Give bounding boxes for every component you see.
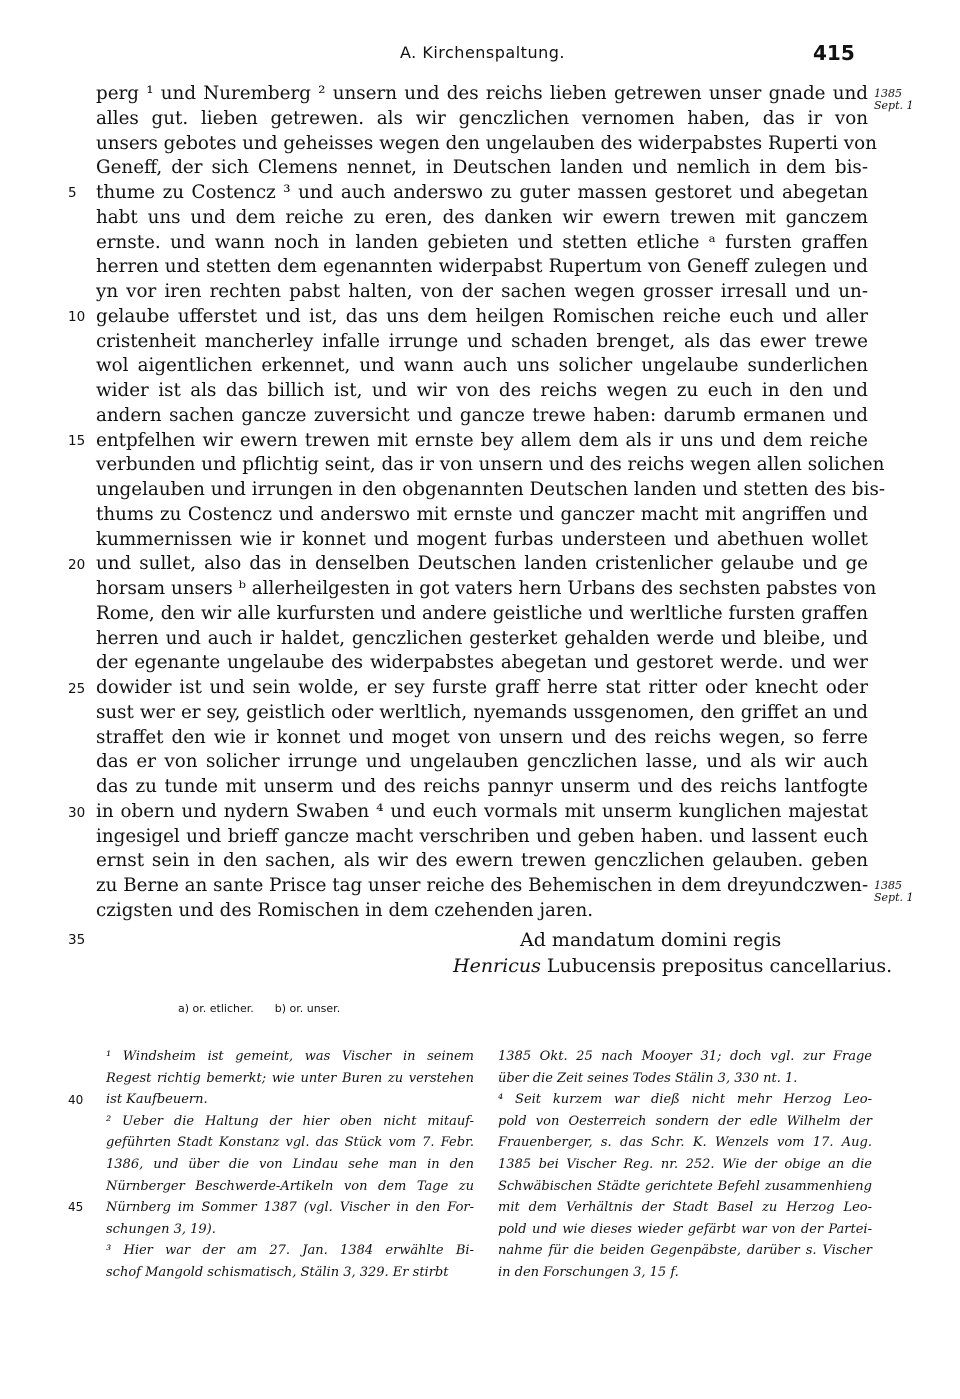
text-line: habt uns und dem reiche zu eren, des danken wir ewern trewen mit ganczem — [96, 206, 868, 228]
footnote-line: ² Ueber die Haltung der hier oben nicht mitauf- — [106, 1113, 474, 1129]
footnote-line: geführten Stadt Konstanz vgl. das Stück vom 7. Febr. — [106, 1135, 474, 1151]
text-line: alles gut. lieben getrewen. als wir genczlichen vernomen haben, das ir von — [96, 107, 868, 129]
line-number: 20 — [68, 557, 86, 573]
text-line: das er von solicher irrunge und ungelauben genczlichen lasse, und als wir auch — [96, 751, 868, 773]
text-line: dowider ist und sein wolde, er sey furste graff herre stat ritter oder knecht oder — [96, 677, 868, 698]
text-line: in obern und nydern Swaben ⁴ und euch vormals mit unserm kunglichen majestat — [96, 800, 868, 822]
signature-name: Henricus — [453, 955, 541, 977]
footnote-line: mit dem Verhältnis der Stadt Basel zu Herzog Leo- — [498, 1200, 872, 1216]
text-line: verbunden und pflichtig seint, das ir von unsern und des reichs wegen allen solichen — [96, 454, 885, 476]
footnote-line: schof Mangold schismatisch, Stälin 3, 329. Er stirbt — [106, 1265, 449, 1280]
text-line: horsam unsers ᵇ allerheilgesten in got vaters hern Urbans des sechsten pabstes von — [96, 578, 877, 599]
text-line: czigsten und des Romischen in dem czehenden jaren. — [96, 899, 594, 921]
footnote-line: ⁴ Seit kurzem war dieß nicht mehr Herzog Leo- — [498, 1092, 872, 1108]
footnote-line: 1385 bei Vischer Reg. nr. 252. Wie der obige an die — [498, 1157, 872, 1172]
footnote-line: Schwäbischen Städte gerichtete Befehl zusammenhieng — [498, 1178, 872, 1194]
margin-date-year: 1385 — [874, 879, 902, 892]
text-line: thums zu Costencz und anderswo mit ernste und ganczer macht mit angriffen und — [96, 503, 868, 525]
footnote-line: über die Zeit seines Todes Stälin 3, 330 nt. 1. — [498, 1070, 798, 1086]
signature-title: Lubucensis prepositus cancellarius. — [546, 955, 893, 977]
text-line: zu Berne an sante Prisce tag unser reiche des Behemischen in dem dreyundczwen- — [96, 875, 869, 896]
text-line: herren und stetten dem egenannten widerpabst Rupertum von Geneff zulegen und — [96, 256, 868, 278]
footnote-line: 1386, und über die von Lindau sehe man in den — [106, 1157, 474, 1172]
text-line: der egenante ungelaube des widerpabstes abegetan und gestoret werde. und wer — [96, 652, 868, 674]
text-line: kummernissen wie ir konnet und mogent furbas understeen und abethuen wollet — [96, 528, 868, 550]
line-number: 30 — [68, 805, 86, 821]
text-line: straffet den wie ir konnet und moget von unsern und des reichs wegen, so ferre — [96, 726, 868, 748]
text-line: ingesigel und brieff gancze macht verschriben und geben haben. und lassent euch — [96, 825, 868, 847]
text-line: entpfelhen wir ewern trewen mit ernste bey allem dem als ir uns und dem reiche — [96, 429, 868, 451]
text-line: andern sachen gancze zuversicht und gancze trewe haben: darumb ermanen und — [96, 404, 868, 426]
footnote-line-number: 45 — [68, 1200, 84, 1214]
line-number: 5 — [68, 185, 77, 201]
text-line: perg ¹ und Nuremberg ² unsern und des reichs lieben getrewen unser gnade und — [96, 83, 868, 104]
text-line: unsers gebotes und geheisses wegen den ungelauben des widerpabstes Ruperti von — [96, 132, 877, 154]
margin-date-bottom — [874, 880, 914, 904]
footnote-line: ¹ Windsheim ist gemeint, was Vischer in seinem — [106, 1049, 474, 1064]
footnote-line: Regest richtig bemerkt; wie unter Buren zu verstehen — [106, 1070, 474, 1086]
text-line: cristenheit mancherley infalle irrunge und schaden brenget, als das ewer trewe — [96, 330, 868, 352]
footnote-line: nahme für die beiden Gegenpäbste, darüber s. Vischer — [498, 1243, 872, 1259]
text-line: ernste. und wann noch in landen gebieten und stetten etliche ᵃ fursten graffen — [96, 231, 868, 253]
footnote-line-number: 40 — [68, 1093, 84, 1107]
text-line: sust wer er sey, geistlich oder werltlich, nyemands ussgenomen, den griffet an und — [96, 701, 868, 723]
footnote-line: pold von Oesterreich sondern der edle Wilhelm der — [498, 1113, 872, 1129]
text-line: gelaube ufferstet und ist, das uns dem heilgen Romischen reiche euch und aller — [96, 305, 868, 327]
text-line: wider ist als das billich ist, und wir von des reichs wegen zu euch in den und — [96, 380, 868, 401]
footnote-line: in den Forschungen 3, 15 f. — [498, 1265, 679, 1280]
footnote-line: 1385 Okt. 25 nach Mooyer 31; doch vgl. zur Frage — [498, 1049, 872, 1064]
text-line: ernst sein in den sachen, als wir des ewern trewen genczlichen gelauben. geben — [96, 850, 868, 872]
margin-date-year: 1385 — [874, 87, 902, 100]
page-number: 415 — [813, 41, 855, 65]
footnote-line: ist Kaufbeuern. — [106, 1092, 208, 1108]
margin-date-top — [874, 88, 914, 112]
text-line: Geneff, der sich Clemens nennet, in Deutschen landen und nemlich in dem bis- — [96, 157, 868, 179]
text-line: das zu tunde mit unserm und des reichs pannyr unserm und des reichs lantfogte — [96, 776, 868, 797]
text-line: thume zu Costencz ³ und auch anderswo zu guter massen gestoret und abegetan — [96, 182, 868, 203]
footnote-line: ³ Hier war der am 27. Jan. 1384 erwählte Bi- — [106, 1243, 474, 1259]
text-line: wol aigentlichen erkennet, und wann auch uns solicher ungelaube sunderlichen — [96, 355, 868, 377]
critical-apparatus: a) or. etlicher. b) or. unser. — [178, 1002, 341, 1015]
footnote-line: pold und wie dieses wieder gefärbt war von der Partei- — [498, 1221, 872, 1237]
text-line: herren und auch ir haldet, genczlichen gesterket gehalden werde und bleibe, und — [96, 627, 868, 649]
footnote-line: schungen 3, 19). — [106, 1221, 216, 1237]
signature-line-2 — [453, 953, 892, 979]
text-line: und sullet, also das in denselben Deutschen landen cristenlicher gelaube und ge — [96, 553, 868, 575]
footnote-line: Frauenberger, s. das Schr. K. Wenzels vom 17. Aug. — [498, 1135, 872, 1151]
running-title: A. Kirchenspaltung. — [400, 43, 565, 62]
footnote-line: Nürnberg im Sommer 1387 (vgl. Vischer in den For- — [106, 1200, 474, 1216]
line-number: 25 — [68, 681, 86, 697]
line-number: 35 — [68, 932, 86, 948]
line-number: 15 — [68, 433, 86, 449]
margin-date-day: Sept. 1 — [874, 99, 914, 112]
text-line: ungelauben und irrungen in den obgenannten Deutschen landen und stetten des bis- — [96, 479, 886, 500]
line-number: 10 — [68, 309, 86, 325]
text-line: Rome, den wir alle kurfursten und andere geistliche und werltliche fursten graffen — [96, 602, 868, 624]
footnote-line: Nürnberger Beschwerde-Artikeln von dem Tage zu — [106, 1178, 474, 1194]
text-line: yn vor iren rechten pabst halten, von der sachen wegen grosser irresall und un- — [96, 281, 868, 302]
margin-date-day: Sept. 1 — [874, 891, 914, 904]
signature-line-1: Ad mandatum domini regis — [520, 929, 782, 951]
